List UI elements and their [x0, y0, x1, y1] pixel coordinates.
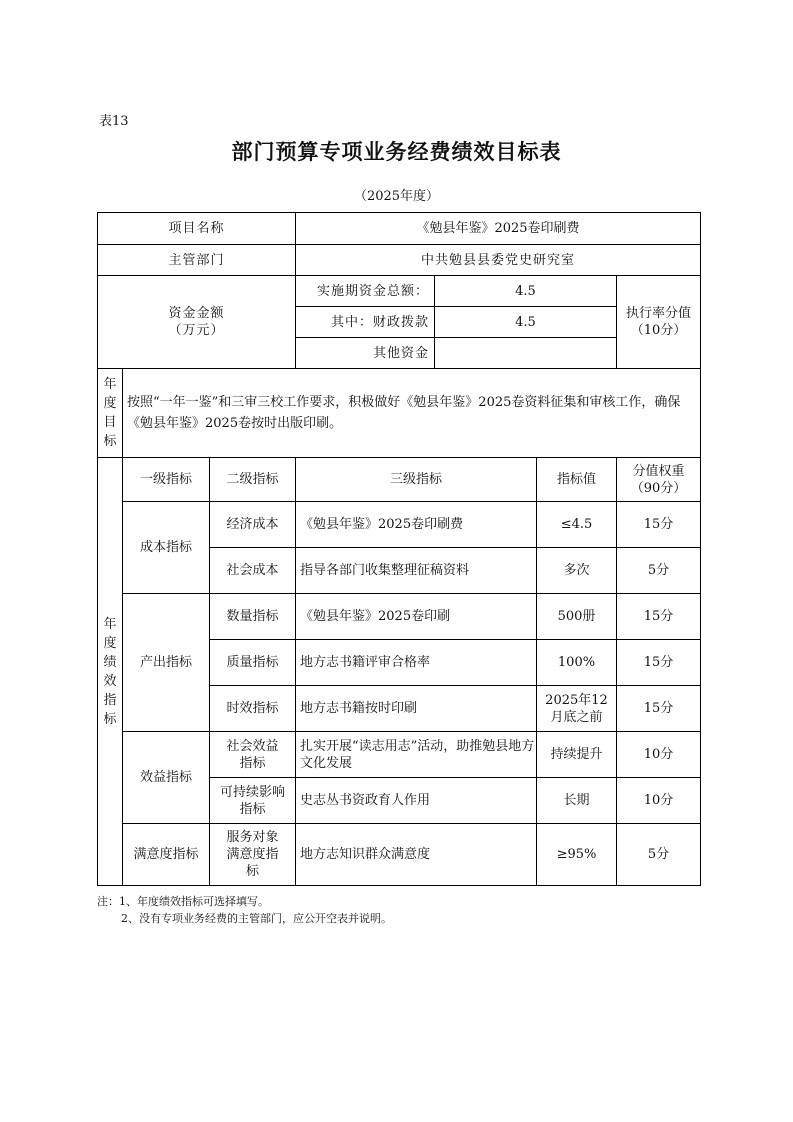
document-title: 部门预算专项业务经费绩效目标表: [231, 139, 562, 164]
level3-cell: 扎实开展“读志用志”活动，助推勉县地方文化发展: [296, 732, 537, 778]
annual-goal-label: 年度目标: [98, 369, 123, 458]
weight-header-total: （90分）: [630, 480, 687, 496]
table-row: [98, 732, 701, 778]
department-label: 主管部门: [98, 245, 296, 276]
indicator-header-row: [98, 458, 701, 502]
table-row: [98, 824, 701, 886]
department-row: [98, 245, 701, 276]
value-cell: ≥95%: [537, 824, 617, 886]
level2-cell: 可持续影响指标: [210, 778, 296, 824]
level3-cell: 指导各部门收集整理征稿资料: [296, 548, 537, 594]
weight-cell: 10分: [617, 732, 701, 778]
funds-amount-label: [98, 276, 296, 369]
level3-cell: 史志丛书资政育人作用: [296, 778, 537, 824]
level1-output: 产出指标: [123, 594, 210, 732]
weight-cell: 15分: [617, 594, 701, 640]
table-number-label: 表13: [99, 114, 129, 129]
value-cell: ≤4.5: [537, 502, 617, 548]
level2-cell: 时效指标: [210, 686, 296, 732]
level3-cell: 《勉县年鉴》2025卷印刷: [296, 594, 537, 640]
level1-satisfaction: 满意度指标: [123, 824, 210, 886]
department-value: 中共勉县县委党史研究室: [296, 245, 701, 276]
execution-rate-label: 执行率分值: [625, 306, 691, 321]
table-row: [98, 502, 701, 548]
value-header: 指标值: [537, 458, 617, 502]
value-cell: 500册: [537, 594, 617, 640]
value-cell: 2025年12月底之前: [537, 686, 617, 732]
weight-header: [617, 458, 701, 502]
value-cell: 多次: [537, 548, 617, 594]
level2-cell: 社会效益指标: [210, 732, 296, 778]
execution-rate-points: （10分）: [630, 323, 687, 338]
level3-header: 三级指标: [296, 458, 537, 502]
funds-fiscal-label: 其中：财政拨款: [296, 307, 435, 338]
level2-cell: 数量指标: [210, 594, 296, 640]
performance-target-table: [97, 212, 701, 886]
funds-fiscal-value: 4.5: [435, 307, 617, 338]
value-cell: 100%: [537, 640, 617, 686]
level3-cell: 地方志书籍评审合格率: [296, 640, 537, 686]
funds-label: 资金金额: [168, 306, 225, 321]
project-name-value: 《勉县年鉴》2025卷印刷费: [296, 213, 701, 245]
footnotes: [97, 893, 392, 927]
level3-cell: 地方志书籍按时印刷: [296, 686, 537, 732]
level1-cost: 成本指标: [123, 502, 210, 594]
weight-cell: 15分: [617, 640, 701, 686]
annual-indicators-label: 年度绩效指标: [98, 458, 123, 886]
funds-total-value: 4.5: [435, 276, 617, 307]
level2-cell: 社会成本: [210, 548, 296, 594]
footnote-1: 注：1、年度绩效指标可选择填写。: [97, 895, 269, 908]
project-name-row: [98, 213, 701, 245]
execution-rate-score: [617, 276, 701, 369]
funds-other-label: 其他资金: [296, 338, 435, 369]
weight-cell: 5分: [617, 548, 701, 594]
level2-header: 二级指标: [210, 458, 296, 502]
level3-cell: 《勉县年鉴》2025卷印刷费: [296, 502, 537, 548]
fiscal-year-label: （2025年度）: [353, 189, 440, 204]
level1-header: 一级指标: [123, 458, 210, 502]
value-cell: 持续提升: [537, 732, 617, 778]
level2-cell: 经济成本: [210, 502, 296, 548]
weight-cell: 15分: [617, 502, 701, 548]
weight-cell: 10分: [617, 778, 701, 824]
weight-cell: 15分: [617, 686, 701, 732]
table-row: [98, 594, 701, 640]
weight-cell: 5分: [617, 824, 701, 886]
level1-benefit: 效益指标: [123, 732, 210, 824]
weight-header-label: 分值权重: [632, 463, 685, 479]
level2-cell: 质量指标: [210, 640, 296, 686]
funds-total-label: 实施期资金总额：: [296, 276, 435, 307]
value-cell: 长期: [537, 778, 617, 824]
footnote-2: 2、没有专项业务经费的主管部门，应公开空表并说明。: [121, 912, 392, 925]
funds-total-row: [98, 276, 701, 307]
funds-other-value: [435, 338, 617, 369]
funds-unit: （万元）: [168, 323, 225, 338]
level3-cell: 地方志知识群众满意度: [296, 824, 537, 886]
project-name-label: 项目名称: [98, 213, 296, 245]
annual-goal-text: 按照“一年一鉴”和三审三校工作要求，积极做好《勉县年鉴》2025卷资料征集和审核工作，确保《勉县年鉴》2025卷按时出版印刷。: [123, 369, 701, 458]
level2-cell: 服务对象满意度指标: [210, 824, 296, 886]
annual-goal-row: [98, 369, 701, 458]
